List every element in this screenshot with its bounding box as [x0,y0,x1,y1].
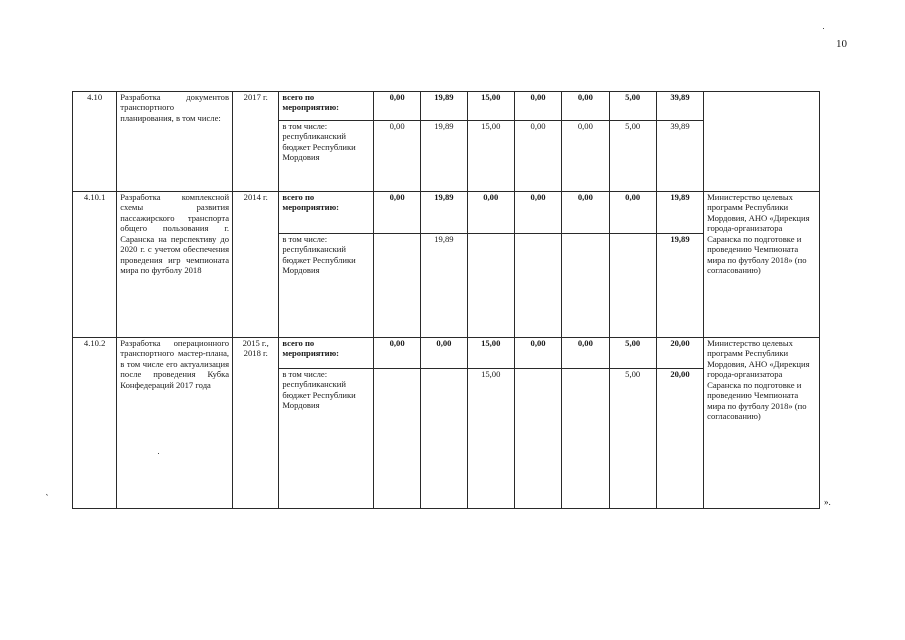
value-cell: 0,00 [373,192,420,234]
stray-mark: ` [42,492,50,505]
value-cell [562,369,609,509]
total-label: всего по мероприятию: [279,192,374,234]
value-cell: 20,00 [656,369,703,509]
total-label: всего по мероприятию: [279,92,374,121]
scan-speck [823,28,824,29]
value-cell: 0,00 [562,192,609,234]
activity-number: 4.10.2 [73,338,117,509]
value-cell: 0,00 [373,121,420,192]
activity-name: Разработка документов транспортного планирования, в том числе: [117,92,233,192]
value-cell: 15,00 [467,369,514,509]
value-cell: 0,00 [562,92,609,121]
activity-year: 2015 г., 2018 г. [233,338,279,509]
value-cell [609,234,656,338]
value-cell: 15,00 [467,338,514,369]
value-cell [467,234,514,338]
page-number: 10 [836,38,847,50]
value-cell: 19,89 [421,92,467,121]
value-cell: 0,00 [514,92,561,121]
value-cell: 0,00 [514,338,561,369]
table-row [73,92,820,121]
responsible-cell: Министерство целевых программ Республики Мордовия, АНО «Дирекция города-организатора Саранска по подготовке и проведению Чемпионата мира по футболу 2018» (по согласованию) [704,192,820,338]
activity-number: 4.10 [73,92,117,192]
value-cell: 20,00 [656,338,703,369]
value-cell: 19,89 [656,192,703,234]
value-cell: 39,89 [656,92,703,121]
value-cell: 0,00 [373,338,420,369]
value-cell [514,369,561,509]
activity-year: 2014 г. [233,192,279,338]
value-cell: 0,00 [421,338,467,369]
value-cell [373,234,420,338]
value-cell: 5,00 [609,92,656,121]
value-cell: 0,00 [562,338,609,369]
activity-number: 4.10.1 [73,192,117,338]
closing-quote-mark: ». [824,497,831,507]
value-cell: 15,00 [467,92,514,121]
activity-year: 2017 г. [233,92,279,192]
subtotal-label: в том числе: республиканский бюджет Республики Мордовия [279,234,374,338]
value-cell: 0,00 [562,121,609,192]
value-cell: 0,00 [373,92,420,121]
value-cell: 19,89 [421,192,467,234]
value-cell [421,369,467,509]
value-cell: 19,89 [421,121,467,192]
value-cell [373,369,420,509]
total-label: всего по мероприятию: [279,338,374,369]
value-cell: 19,89 [656,234,703,338]
value-cell: 5,00 [609,369,656,509]
value-cell: 5,00 [609,338,656,369]
value-cell: 0,00 [609,192,656,234]
table-row [73,192,820,234]
activity-name: Разработка комплексной схемы развития пассажирского транспорта общего пользования г. Саранска на перспективу до 2020 г. с учетом обеспечения проведения игр чемпионата мира по футболу 2018 [117,192,233,338]
value-cell: 0,00 [514,192,561,234]
value-cell: 39,89 [656,121,703,192]
value-cell: 0,00 [467,192,514,234]
value-cell: 15,00 [467,121,514,192]
value-cell [514,234,561,338]
activity-name: Разработка операционного транспортного мастер-плана, в том числе его актуализация после проведения Кубка Конфедераций 2017 года [117,338,233,509]
program-activities-table [72,91,820,509]
value-cell [562,234,609,338]
subtotal-label: в том числе: республиканский бюджет Республики Мордовия [279,369,374,509]
value-cell: 0,00 [514,121,561,192]
responsible-cell: Министерство целевых программ Республики Мордовия, АНО «Дирекция города-организатора Саранска по подготовке и проведению Чемпионата мира по футболу 2018» (по согласованию) [704,338,820,509]
responsible-cell [704,92,820,192]
subtotal-label: в том числе: республиканский бюджет Республики Мордовия [279,121,374,192]
table-row [73,338,820,369]
value-cell: 19,89 [421,234,467,338]
value-cell: 5,00 [609,121,656,192]
